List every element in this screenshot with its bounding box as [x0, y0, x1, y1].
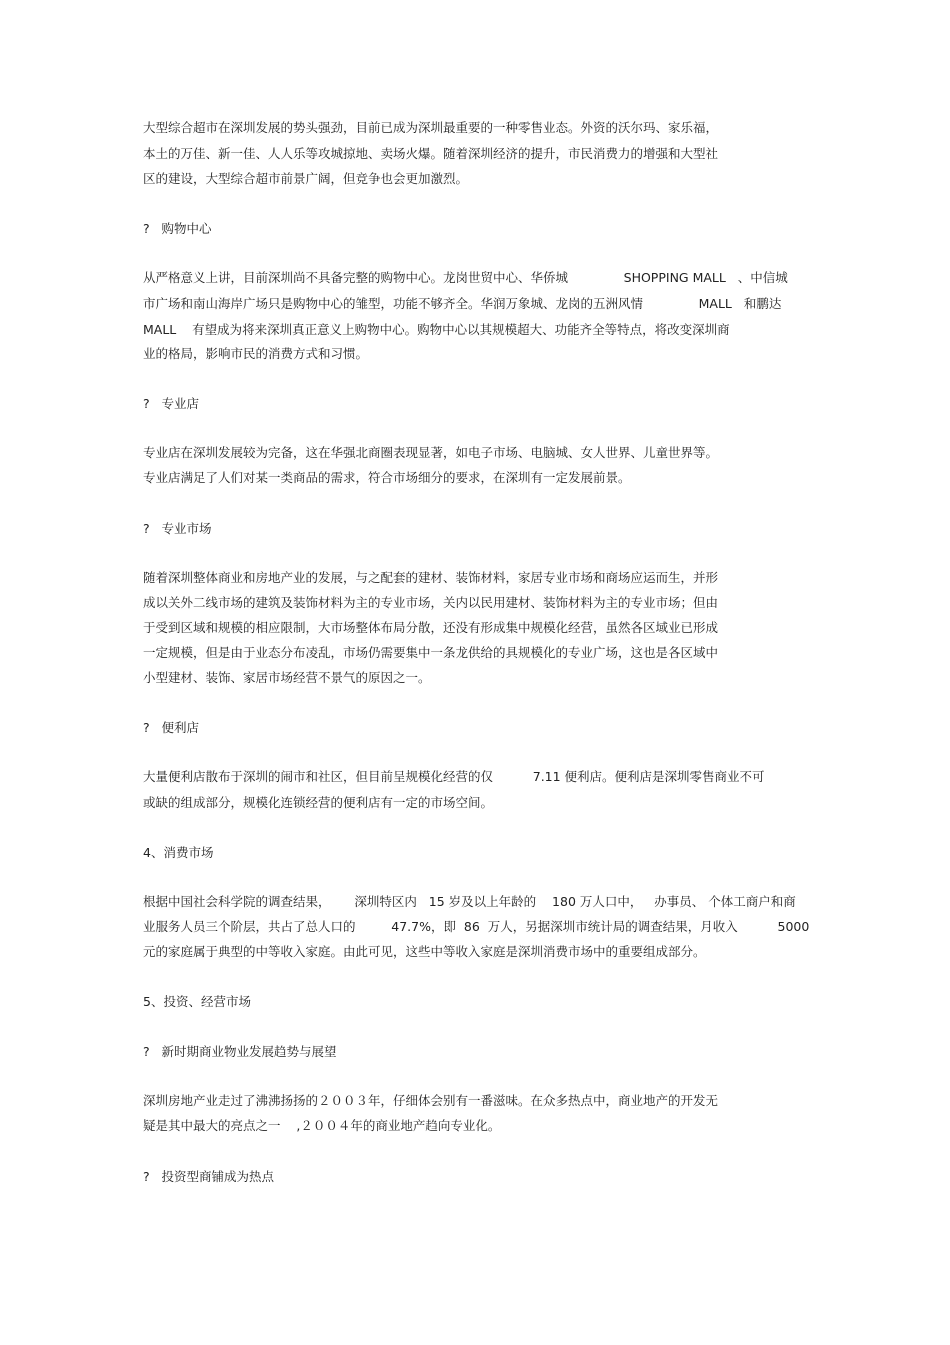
paragraph-line: 成以关外二线市场的建筑及装饰材料为主的专业市场，关内以民用建材、装饰材料为主的专业市场；但由 — [143, 595, 719, 610]
paragraph-line: 一定规模，但是由于业态分布凌乱，市场仍需要集中一条龙供给的具规模化的专业广场，这也是各区域中 — [143, 645, 719, 660]
paragraph-line: 大量便利店散布于深圳的闹市和社区，但目前呈规模化经营的仅 7.11 便利店。便利店是深圳零售商业不可 — [143, 769, 765, 784]
paragraph-line: 市广场和南山海岸广场只是购物中心的雏型，功能不够齐全。华润万象城、龙岗的五洲风情 MALL 和鹏达 — [143, 296, 782, 311]
section-heading: ? 购物中心 — [143, 221, 212, 236]
paragraph-line: 深圳房地产业走过了沸沸扬扬的２００３年，仔细体会别有一番滋味。在众多热点中，商业地产的开发无 — [143, 1093, 719, 1108]
section-heading: ? 专业市场 — [143, 521, 212, 536]
paragraph-line: 区的建设，大型综合超市前景广阔，但竞争也会更加激烈。 — [143, 171, 469, 186]
section-heading: ? 专业店 — [143, 396, 200, 411]
section-heading: 4、消费市场 — [143, 845, 214, 860]
section-heading: ? 便利店 — [143, 720, 200, 735]
paragraph-line: 大型综合超市在深圳发展的势头强劲，目前已成为深圳最重要的一种零售业态。外资的沃尔玛、家乐福， — [143, 120, 719, 135]
section-heading: 5、投资、经营市场 — [143, 994, 251, 1009]
paragraph-line: 或缺的组成部分，规模化连锁经营的便利店有一定的市场空间。 — [143, 795, 494, 810]
paragraph-line: 专业店满足了人们对某一类商品的需求，符合市场细分的要求，在深圳有一定发展前景。 — [143, 470, 631, 485]
paragraph-line: MALL 有望成为将来深圳真正意义上购物中心。购物中心以其规模超大、功能齐全等特点，将改变深圳商 — [143, 322, 730, 337]
paragraph-line: 从严格意义上讲，目前深圳尚不具备完整的购物中心。龙岗世贸中心、华侨城 SHOPPING MALL 、中信城 — [143, 270, 788, 285]
section-heading: ? 新时期商业物业发展趋势与展望 — [143, 1044, 337, 1059]
paragraph-line: 根据中国社会科学院的调查结果， 深圳特区内 15 岁及以上年龄的 180 万人口中， 办事员、 个体工商户和商 — [143, 894, 796, 909]
paragraph-line: 于受到区域和规模的相应限制，大市场整体布局分散，还没有形成集中规模化经营，虽然各区域业已形成 — [143, 620, 719, 635]
paragraph-line: 元的家庭属于典型的中等收入家庭。由此可见，这些中等收入家庭是深圳消费市场中的重要组成部分。 — [143, 944, 706, 959]
section-heading: ? 投资型商铺成为热点 — [143, 1169, 275, 1184]
paragraph-line: 小型建材、装饰、家居市场经营不景气的原因之一。 — [143, 670, 431, 685]
paragraph-line: 本土的万佳、新一佳、人人乐等攻城掠地、卖场火爆。随着深圳经济的提升，市民消费力的增强和大型社 — [143, 146, 719, 161]
paragraph-line: 业服务人员三个阶层，共占了总人口的 47.7%，即 86 万人，另据深圳市统计局的调查结果，月收入 5000 — [143, 919, 810, 934]
paragraph-line: 随着深圳整体商业和房地产业的发展，与之配套的建材、装饰材料，家居专业市场和商场应运而生，并形 — [143, 570, 719, 585]
paragraph-line: 专业店在深圳发展较为完备，这在华强北商圈表现显著，如电子市场、电脑城、女人世界、儿童世界等。 — [143, 445, 719, 460]
paragraph-line: 业的格局，影响市民的消费方式和习惯。 — [143, 346, 369, 361]
paragraph-line: 疑是其中最大的亮点之一 ,２００４年的商业地产趋向专业化。 — [143, 1118, 501, 1133]
